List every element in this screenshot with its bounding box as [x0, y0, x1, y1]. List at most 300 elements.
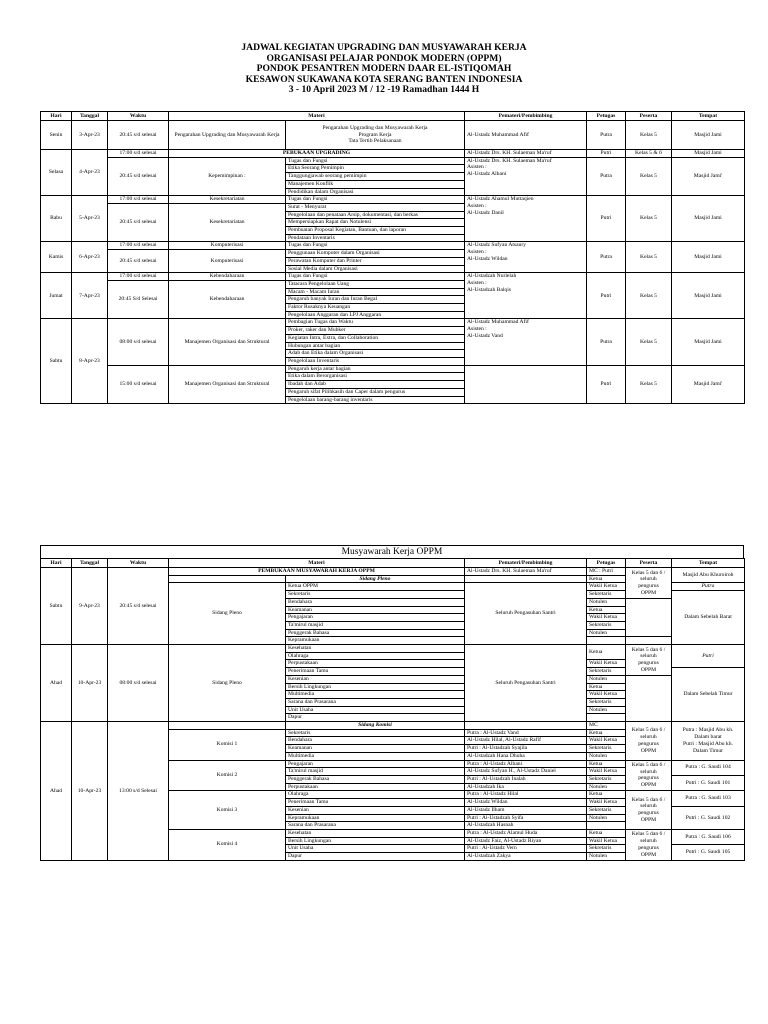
petugas-cell: Wakil Ketua [587, 799, 626, 807]
pembukaan-cell: PEMBUKAAN MUSYAWARAH KERJA OPPM [169, 568, 465, 576]
pemateri-cell [465, 575, 587, 583]
peserta-line: Kelas 5 dan 6 / [631, 646, 666, 653]
pemateri-cell: Putri : Al-Ustadzah Inalah [465, 775, 587, 783]
petugas-cell: Notulen [587, 598, 626, 606]
table-row [41, 121, 745, 150]
materi-cell: Kegiatan Intra, Extra, dan Collaboration [286, 334, 465, 342]
hari-cell: Ahad [41, 722, 72, 861]
pemateri-cell: Al-Ustadz Muhammad Afif [465, 121, 587, 150]
musyawarah-schedule-table [40, 558, 745, 861]
waktu-cell: 08:00 s/d selesai [108, 319, 169, 365]
peserta-cell [626, 722, 672, 761]
waktu-cell: 08:00 s/d selesai [108, 645, 169, 722]
tanggal-cell: 6-Apr-23 [72, 242, 108, 273]
materi-cell: Keamanan [286, 606, 465, 614]
materi-cell: Pengaruh kerja antar bagian [286, 365, 465, 373]
table-row [41, 319, 745, 327]
col-waktu: Waktu [108, 112, 169, 121]
waktu-cell: 17:00 s/d selesai [108, 273, 169, 281]
materi-cell: Penerimaan Tamu [286, 799, 465, 807]
materi-cell: Pengelolaan Anggaran dan LPJ Anggaran [286, 311, 465, 319]
materi-cell: Olahraga [286, 652, 465, 660]
pemateri-cell: Putri : Al-Ustadz Vern [465, 845, 587, 853]
materi-cell: Sarana dan Prasarana [286, 698, 465, 706]
materi-cell: Kesehatan [286, 645, 465, 653]
tempat-cell: Putri : G. Saudi 105 [672, 845, 745, 860]
materi-cell: Bendahara [286, 598, 465, 606]
komisi-cell: Komisi 2 [169, 760, 286, 791]
kegiatan-cell: Kesekretariatan [169, 203, 286, 242]
materi-cell: Ketua OPPM [286, 583, 465, 591]
petugas-cell: Wakil Ketua [587, 691, 626, 699]
materi-cell: Penggerak Bahasa [286, 629, 465, 637]
tempat-cell: Putri : G. Saudi 101 [672, 775, 745, 790]
waktu-cell: 15:00 s/d selesai [108, 365, 169, 404]
peserta-cell: Kelas 5 [626, 365, 672, 404]
materi-cell: Kesenian [286, 806, 465, 814]
peserta-line: OPPM [640, 782, 657, 789]
materi-cell: Pendidikan dalam Organisasi [286, 188, 465, 196]
petugas-cell [587, 822, 626, 830]
hari-cell: Ahad [41, 645, 72, 722]
tanggal-cell: 10-Apr-23 [72, 645, 108, 722]
col-tanggal: Tanggal [72, 559, 108, 568]
materi-cell: Tugas dan Fungsi [286, 273, 465, 281]
table-row [41, 645, 745, 653]
materi-cell: Penggunaan Komputer dalam Organisasi [286, 250, 465, 258]
col-waktu: Waktu [108, 559, 169, 568]
peserta-line: seluruh [640, 768, 657, 775]
peserta-line: pengurus [638, 582, 659, 589]
kegiatan-cell: Sidang Pleno [169, 583, 286, 645]
pemateri-line: Al-Ustadzah Balqis [467, 286, 511, 293]
pemateri-cell [465, 242, 587, 273]
komisi-cell: Komisi 1 [169, 729, 286, 760]
pemateri-line: Al-Ustadz Ahamul Muttaqien [467, 196, 534, 203]
peserta-cell [626, 675, 672, 721]
materi-cell: Adab dan Etika dalam Organisasi [286, 350, 465, 358]
tempat-cell: Dalam Sebelah Timur [672, 668, 745, 722]
kegiatan-cell: Kepemimpinan : [169, 157, 286, 196]
tempat-cell: Putra [672, 583, 745, 591]
materi-cell: Kepramukaan [286, 637, 465, 645]
peserta-line: seluruh [640, 803, 657, 810]
petugas-cell: Ketua [587, 760, 626, 768]
pemateri-cell: Al-Ustadzah Ika [465, 783, 587, 791]
petugas-cell: Ketua [587, 829, 626, 837]
pemateri-cell: Al-Ustadz Sufyan H., Al-Ustadz Daniel [465, 768, 587, 776]
col-tanggal: Tanggal [72, 112, 108, 121]
col-pemateri: Pemateri/Pembimbing [465, 112, 587, 121]
materi-cell: Pembuatan Proposal Kegiatan, Bantuan, dan laporan [286, 227, 465, 235]
title-line-4: KESAWON SUKAWANA KOTA SERANG BANTEN INDONESIA [245, 73, 523, 85]
peserta-cell [626, 829, 672, 860]
materi-cell: Pengajaran [286, 760, 465, 768]
waktu-cell: 17:00 s/d selesai [108, 196, 169, 204]
materi-cell: Ibadah dan Adab [286, 381, 465, 389]
tempat-cell: Putra : G. Saudi 103 [672, 791, 745, 806]
materi-cell: Faktor Rusaknya Keuangan [286, 304, 465, 312]
waktu-cell: 17:00 s/d selesai [108, 242, 169, 250]
tanggal-cell: 7-Apr-23 [72, 273, 108, 319]
pembukaan-cell: PEBUKAAN UPGRADING [169, 150, 465, 158]
pemateri-cell: Putri : Al-Ustadzah Syifa [465, 814, 587, 822]
waktu-cell: 20:45 s/d selesai [108, 250, 169, 273]
title-line-5: 3 - 10 April 2023 M / 12 -19 Ramadhan 1444 H [288, 84, 480, 95]
table-row [41, 722, 745, 730]
materi-cell: Pengelolaan Inventaris [286, 357, 465, 365]
materi-cell: Tugas dan Fungsi [286, 157, 465, 165]
pemateri-cell: Al-Ustadz Drs. KH. Sulaeman Ma'ruf [465, 150, 587, 158]
petugas-cell: Wakil Ketua [587, 737, 626, 745]
pemateri-cell [465, 365, 587, 404]
pemateri-cell [465, 319, 587, 365]
petugas-cell: Sekretaris [587, 806, 626, 814]
petugas-cell: Sekretaris [587, 845, 626, 853]
pemateri-cell: Putra : Al-Ustadz Albani [465, 760, 587, 768]
materi-cell: Proker, raker dan Mubker [286, 327, 465, 335]
peserta-line: Kelas 5 dan 6 / [631, 569, 666, 576]
materi-cell: Bersih Lingkungan [286, 837, 465, 845]
tempat-cell: Putra : G. Saudi 106 [672, 829, 745, 844]
pemateri-cell: Putra : Al-Ustadz Hilal [465, 791, 587, 799]
sidang-spacer [169, 722, 286, 730]
table-row [41, 365, 745, 373]
hari-cell: Jumat [41, 273, 72, 319]
materi-cell: Ta'mirul masjid [286, 621, 465, 629]
peserta-cell: Kelas 5 [626, 319, 672, 365]
kegiatan-cell: Manajemen Organisasi dan Struktural [169, 319, 286, 365]
materi-cell: Dapur [286, 714, 465, 722]
waktu-cell: 20:45 S/d Selesai [108, 280, 169, 319]
pemateri-cell: Al-Ustadz Wildan [465, 799, 587, 807]
musyawarah-caption: Musyawarah Kerja OPPM [40, 545, 744, 558]
document-title [0, 43, 768, 96]
peserta-cell [626, 637, 672, 645]
tempat-cell: Masjid Jami [672, 121, 745, 150]
petugas-cell: Wakil Ketua [587, 660, 626, 668]
pemateri-cell [465, 722, 587, 730]
petugas-cell: Wakil Ketua [587, 768, 626, 776]
tempat-cell: Masjid Jami' [672, 365, 745, 404]
materi-cell: Hubungan antar bagian [286, 342, 465, 350]
materi-cell: Pengaruh sifat Pilihkasih dan Caper dalam pengurus [286, 388, 465, 396]
materi-cell: Kepramukaan [286, 814, 465, 822]
peserta-line: pengurus [638, 775, 659, 782]
peserta-line: seluruh [640, 838, 657, 845]
materi-cell: Perpustakaan [286, 783, 465, 791]
materi-cell: Sekretaris [286, 729, 465, 737]
peserta-line: pengurus [638, 810, 659, 817]
peserta-line: Kelas 5 dan 6 / [631, 762, 666, 769]
materi-cell: Sarana dan Prasarana [286, 822, 465, 830]
materi-cell: Pengelolaan dan penataan Arsip, dokumentasi, dan berkas [286, 211, 465, 219]
title-line-2: ORGANISASI PELAJAR PONDOK MODERN (OPPM) [266, 52, 502, 64]
peserta-line: pengurus [638, 740, 659, 747]
materi-cell: Keamanan [286, 745, 465, 753]
pemateri-line: Asisten : [467, 202, 487, 209]
materi-item: Pengarahan Upgrading dan Musyawarah Kerja [322, 124, 428, 131]
petugas-cell: Sekretaris [587, 621, 626, 629]
pemateri-cell: Al-Ustadz Hilal, Al-Ustadz Rafif [465, 737, 587, 745]
materi-cell: Kesehatan [286, 829, 465, 837]
hari-cell: Rabu [41, 196, 72, 242]
peserta-cell [626, 791, 672, 830]
col-materi: Materi [169, 559, 465, 568]
materi-cell: Dapur [286, 853, 465, 861]
waktu-cell: 20:45 s/d selesai [108, 121, 169, 150]
peserta-line: seluruh [640, 653, 657, 660]
col-peserta: Peserta [626, 112, 672, 121]
peserta-cell [626, 598, 672, 637]
waktu-cell: 20:45 s/d selesai [108, 568, 169, 645]
table-header-row [41, 559, 745, 568]
tanggal-cell: 5-Apr-23 [72, 196, 108, 242]
pemateri-line: Al-Ustadz Drs. KH. Sulaeman Ma'ruf [467, 157, 552, 164]
materi-cell: Etika Seorang Pemimpin [286, 165, 465, 173]
materi-cell: Pengajaran [286, 614, 465, 622]
peserta-cell: Kelas 5 [626, 121, 672, 150]
tempat-cell: Putra : G. Saudi 104 [672, 760, 745, 775]
title-line-1: JADWAL KEGIATAN UPGRADING DAN MUSYAWARAH KERJA [241, 42, 527, 53]
petugas-cell: Putra [587, 242, 626, 273]
peserta-line: pengurus [638, 659, 659, 666]
tempat-cell [672, 722, 745, 761]
pemateri-line: Al-Ustadz Wildan [467, 255, 508, 262]
materi-cell: Pengelolaan barang-barang inventaris [286, 396, 465, 404]
col-tempat: Tempat [672, 112, 745, 121]
peserta-cell: Kelas 5 [626, 196, 672, 242]
materi-cell: Pendataan Inventaris [286, 234, 465, 242]
peserta-cell [626, 568, 672, 599]
peserta-cell: Kelas 5 [626, 273, 672, 319]
materi-cell: Multimedia [286, 691, 465, 699]
pemateri-cell: Al-Ustadz Faiz, Al-Ustadz Riyan [465, 837, 587, 845]
kegiatan-cell: Komputerisasi [169, 242, 286, 250]
pemateri-cell: Al-Ustadzah Hana Dhuha [465, 752, 587, 760]
table-row [41, 273, 745, 281]
tempat-cell: Masjid Abu Khuroiroh [672, 568, 745, 583]
materi-cell: Sekretaris [286, 591, 465, 599]
petugas-cell: Notulen [587, 853, 626, 861]
peserta-cell: Kelas 5 & 6 [626, 150, 672, 158]
peserta-line: seluruh [640, 734, 657, 741]
pemateri-line: Al-Ustadz Danil [467, 209, 504, 216]
petugas-cell: Ketua [587, 683, 626, 691]
petugas-cell: Ketua [587, 606, 626, 614]
peserta-line: OPPM [640, 666, 657, 673]
peserta-line: OPPM [640, 851, 657, 858]
materi-cell: Mempersiapkan Rapat dan Notulensi [286, 219, 465, 227]
col-tempat: Tempat [672, 559, 745, 568]
tempat-cell: Masjid Jami [672, 319, 745, 365]
kegiatan-cell: Manajemen Organisasi dan Struktural [169, 365, 286, 404]
pemateri-line: Al-Ustadz Vand [467, 332, 503, 339]
pemateri-cell: Putra : Al-Ustadz Alamul Huda [465, 829, 587, 837]
col-petugas: Petugas [587, 112, 626, 121]
materi-item: Tata Tertib Pelaksanaan [348, 138, 402, 145]
materi-cell: Tugas dan Fungsi [286, 196, 465, 204]
materi-cell: Macam - Macam Iuran [286, 288, 465, 296]
materi-cell: Pembagian Tugas dan Waktu [286, 319, 465, 327]
petugas-cell: MC [587, 722, 626, 730]
tanggal-cell: 4-Apr-23 [72, 150, 108, 196]
peserta-line: Kelas 5 dan 6 / [631, 831, 666, 838]
petugas-cell: Sekretaris [587, 698, 626, 706]
pemateri-cell: Putri : Al-Ustadzah Syajila [465, 745, 587, 753]
sidang-pleno-label: Sidang Pleno [286, 575, 465, 583]
peserta-cell [626, 645, 672, 676]
materi-cell: Penerimaan Tamu [286, 668, 465, 676]
materi-cell: Perawatan Komputer dan Printer [286, 257, 465, 265]
petugas-cell: Ketua [587, 645, 626, 660]
materi-cell [286, 121, 465, 150]
col-hari: Hari [41, 559, 72, 568]
materi-item: Program Kerja [358, 131, 392, 138]
materi-cell: Bersih Lingkungan [286, 683, 465, 691]
petugas-cell: Notulen [587, 783, 626, 791]
kegiatan-cell: Pengarahan Upgrading dan Musyawarah Kerja [169, 121, 286, 150]
petugas-cell: Notulen [587, 675, 626, 683]
petugas-cell: Notulen [587, 706, 626, 714]
tempat-line: Dalam barat [694, 734, 722, 741]
tempat-line: Dalam Timur [693, 747, 723, 754]
kegiatan-cell: Kebendaharaan [169, 273, 286, 281]
materi-cell: Unit Usaha [286, 706, 465, 714]
petugas-cell: Ketua [587, 575, 626, 583]
petugas-cell: Ketua [587, 729, 626, 737]
petugas-cell: Wakil Ketua [587, 583, 626, 591]
materi-cell: Tatacara Pengelolaan Uang [286, 280, 465, 288]
hari-cell: Kamis [41, 242, 72, 273]
tempat-cell: Masjid Jami [672, 150, 745, 158]
pemateri-line: Al-Ustadzah Nurlelah [467, 273, 517, 280]
pemateri-line: Asisten : [467, 249, 487, 256]
materi-cell: Tanggungjawab seorang pemimpin [286, 173, 465, 181]
pemateri-cell [465, 196, 587, 242]
pemateri-cell: Al-Ustadzah Hasnah [465, 822, 587, 830]
kegiatan-cell: Sidang Pleno [169, 645, 286, 722]
table-row [41, 157, 745, 165]
hari-cell: Selasa [41, 150, 72, 196]
materi-cell: Kesenian [286, 675, 465, 683]
peserta-cell: Kelas 5 [626, 157, 672, 196]
petugas-cell: Putra [587, 319, 626, 365]
table-row [41, 242, 745, 250]
pemateri-line: Asisten : [467, 279, 487, 286]
petugas-cell: Notulen [587, 814, 626, 822]
petugas-cell: Putri [587, 150, 626, 158]
col-pemateri: Pemateri/Pembimbing [465, 559, 587, 568]
tanggal-cell: 3-Apr-23 [72, 121, 108, 150]
materi-cell: Bendahara [286, 737, 465, 745]
petugas-cell: Putri [587, 196, 626, 242]
sidang-spacer [169, 575, 286, 583]
tempat-cell: Putri : G. Saudi 102 [672, 806, 745, 829]
materi-cell: Manajemen Konflik [286, 180, 465, 188]
pemateri-cell: Al-Ustadz Ilham [465, 806, 587, 814]
tempat-line: Putra : Masjid Abu kh. [682, 727, 734, 734]
peserta-line: Kelas 5 dan 6 / [631, 727, 666, 734]
peserta-line: seluruh [640, 576, 657, 583]
peserta-cell: Kelas 5 [626, 242, 672, 273]
col-petugas: Petugas [587, 559, 626, 568]
tanggal-cell: 9-Apr-23 [72, 568, 108, 645]
tanggal-cell: 10-Apr-23 [72, 722, 108, 861]
tempat-line: Putri : Masjid Abu kh. [683, 740, 733, 747]
sidang-komisi-label: Sidang Komisi [286, 722, 465, 730]
petugas-cell: Sekretaris [587, 591, 626, 599]
tempat-cell: Masjid Jami [672, 242, 745, 273]
table-header-row [41, 112, 745, 121]
title-line-3: PONDOK PESANTREN MODERN DAAR EL-ISTIQOMAH [256, 63, 512, 74]
peserta-line: OPPM [640, 816, 657, 823]
tanggal-cell: 8-Apr-23 [72, 319, 108, 404]
materi-cell: Multimedia [286, 752, 465, 760]
petugas-cell: Putri [587, 273, 626, 319]
petugas-cell: Wakil Ketua [587, 614, 626, 622]
kegiatan-cell: Kebendaharaan [169, 280, 286, 319]
pemateri-cell: Putra : Al-Ustadz Vand [465, 729, 587, 737]
hari-cell: Sabtu [41, 319, 72, 404]
kegiatan-cell: Kesekretariatan [169, 196, 286, 204]
pemateri-cell [465, 273, 587, 319]
petugas-cell: Putra [587, 157, 626, 196]
komisi-cell: Komisi 3 [169, 791, 286, 830]
peserta-cell [626, 760, 672, 791]
col-peserta: Peserta [626, 559, 672, 568]
tempat-cell: Masjid Jami [672, 196, 745, 242]
tempat-cell: Masjid Jami [672, 273, 745, 319]
pemateri-cell: Al-Ustadz Drs. KH. Sulaeman Ma'ruf [465, 568, 587, 576]
materi-cell: Pengaruh banyak Iuran dan Iuran Begal [286, 296, 465, 304]
petugas-cell: Notulen [587, 752, 626, 760]
table-row [41, 150, 745, 158]
petugas-cell [587, 714, 626, 722]
kegiatan-cell: Komputerisasi [169, 250, 286, 273]
pemateri-line: Al-Ustadz Albani [467, 171, 507, 178]
petugas-cell: Ketua [587, 791, 626, 799]
materi-cell: Sosial Media dalam Organisasi [286, 265, 465, 273]
tempat-cell: Dalam Sebelah Barat [672, 591, 745, 645]
table-row [41, 568, 745, 576]
materi-cell: Penggerak Bahasa [286, 775, 465, 783]
peserta-line: pengurus [638, 844, 659, 851]
pemateri-cell: Seluruh Pengasuhan Santri [465, 583, 587, 645]
pemateri-cell: Al-Ustadzah Zakya [465, 853, 587, 861]
waktu-cell: 17:00 s/d selesai [108, 150, 169, 158]
petugas-cell: Sekretaris [587, 668, 626, 676]
col-materi: Materi [169, 112, 465, 121]
materi-cell: Tugas dan Fungsi [286, 242, 465, 250]
petugas-cell: Putra [587, 121, 626, 150]
tempat-cell: Masjid Jami' [672, 157, 745, 196]
hari-cell: Senin [41, 121, 72, 150]
pemateri-line: Al-Ustadz Muhammad Afif [467, 319, 529, 326]
pemateri-cell: Seluruh Pengasuhan Santri [465, 645, 587, 722]
pemateri-cell [465, 157, 587, 196]
waktu-cell: 13:00 s/d Selesai [108, 722, 169, 861]
materi-cell: Unit Usaha [286, 845, 465, 853]
pemateri-line: Al-Ustadz Sufyan Atsaury [467, 242, 527, 249]
pemateri-line: Asisten : [467, 164, 487, 171]
waktu-cell: 20:45 s/d selesai [108, 203, 169, 242]
peserta-line: OPPM [640, 747, 657, 754]
peserta-line: Kelas 5 dan 6 / [631, 796, 666, 803]
petugas-cell: MC : Putri [587, 568, 626, 576]
tempat-cell: Putri [672, 645, 745, 668]
petugas-cell: Sekretaris [587, 745, 626, 753]
